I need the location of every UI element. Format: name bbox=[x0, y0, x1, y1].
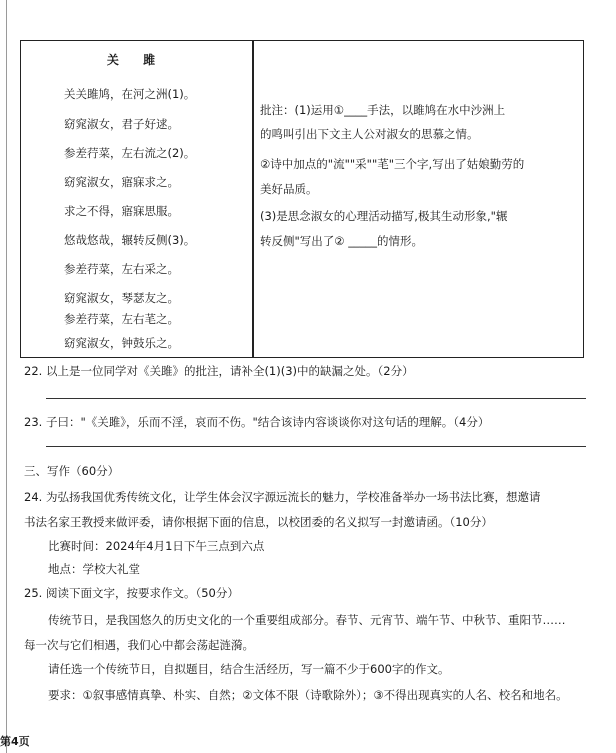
question-24-time: 比赛时间：2024年4月1日下午三点到六点 bbox=[48, 539, 265, 553]
page-number: 第4页 bbox=[0, 735, 30, 748]
annotation-line: 的鸣叫引出下文主人公对淑女的思慕之情。 bbox=[260, 127, 479, 141]
question-23: 23. 子曰："《关雎》，乐而不淫，哀而不伤。"结合该诗内容谈谈你对这句话的理解。（4分） bbox=[24, 415, 490, 429]
poem-line: 参差荇菜，左右芼之。 bbox=[64, 312, 179, 326]
binding-margin-line bbox=[6, 0, 7, 753]
poem-line: 参差荇菜，左右采之。 bbox=[64, 262, 179, 276]
question-25-paragraph1-line2: 每一次与它们相遇，我们心中都会荡起涟漪。 bbox=[24, 638, 254, 652]
question-25-paragraph2: 请任选一个传统节日，自拟题目，结合生活经历，写一篇不少于600字的作文。 bbox=[48, 662, 450, 676]
poem-line: 求之不得，寤寐思服。 bbox=[64, 204, 179, 218]
poem-line: 窈窕淑女，钟鼓乐之。 bbox=[64, 336, 179, 350]
poem-line: 窈窕淑女，寤寐求之。 bbox=[64, 175, 179, 189]
annotation-line: ②诗中加点的"流""采""芼"三个字,写出了姑娘勤劳的 bbox=[260, 157, 525, 171]
annotation-line: 批注：(1)运用①____手法，以雎鸠在水中沙洲上 bbox=[260, 103, 506, 117]
poem-line: 悠哉悠哉，辗转反侧(3)。 bbox=[64, 233, 196, 247]
question-24-place: 地点：学校大礼堂 bbox=[48, 562, 140, 576]
poem-line: 窈窕淑女，琴瑟友之。 bbox=[64, 291, 179, 305]
poem-line: 参差荇菜，左右流之(2)。 bbox=[64, 146, 196, 160]
question-24-line2: 书法名家王教授来做评委，请你根据下面的信息，以校团委的名义拟写一封邀请函。（10分） bbox=[24, 515, 493, 529]
annotation-line: 美好品质。 bbox=[260, 182, 318, 196]
poem-line: 窈窕淑女，君子好逑。 bbox=[64, 117, 179, 131]
question-22: 22. 以上是一位同学对《关雎》的批注，请补全(1)(3)中的缺漏之处。（2分） bbox=[24, 364, 414, 378]
poem-title: 关 雎 bbox=[106, 53, 166, 67]
question-25: 25. 阅读下面文字，按要求作文。（50分） bbox=[24, 586, 239, 600]
table-column-divider bbox=[252, 40, 254, 358]
section-heading-writing: 三、写作（60分） bbox=[24, 464, 120, 478]
question-25-requirements: 要求：①叙事感情真挚、朴实、自然；②文体不限（诗歌除外）；③不得出现真实的人名、校名和地名。 bbox=[48, 688, 568, 702]
annotation-line: 转反侧"写出了② _____的情形。 bbox=[260, 234, 424, 248]
question-25-paragraph1-line1: 传统节日，是我国悠久的历史文化的一个重要组成部分。春节、元宵节、端午节、中秋节、重阳节…… bbox=[48, 613, 566, 627]
answer-line-22 bbox=[46, 398, 586, 399]
question-24-line1: 24. 为弘扬我国优秀传统文化，让学生体会汉字源远流长的魅力，学校准备举办一场书法比赛，想邀请 bbox=[24, 490, 541, 504]
poem-line: 关关雎鸠，在河之洲(1)。 bbox=[64, 87, 196, 101]
answer-line-23 bbox=[46, 446, 586, 447]
annotation-line: (3)是思念淑女的心理活动描写,极其生动形象,"辗 bbox=[260, 209, 508, 223]
